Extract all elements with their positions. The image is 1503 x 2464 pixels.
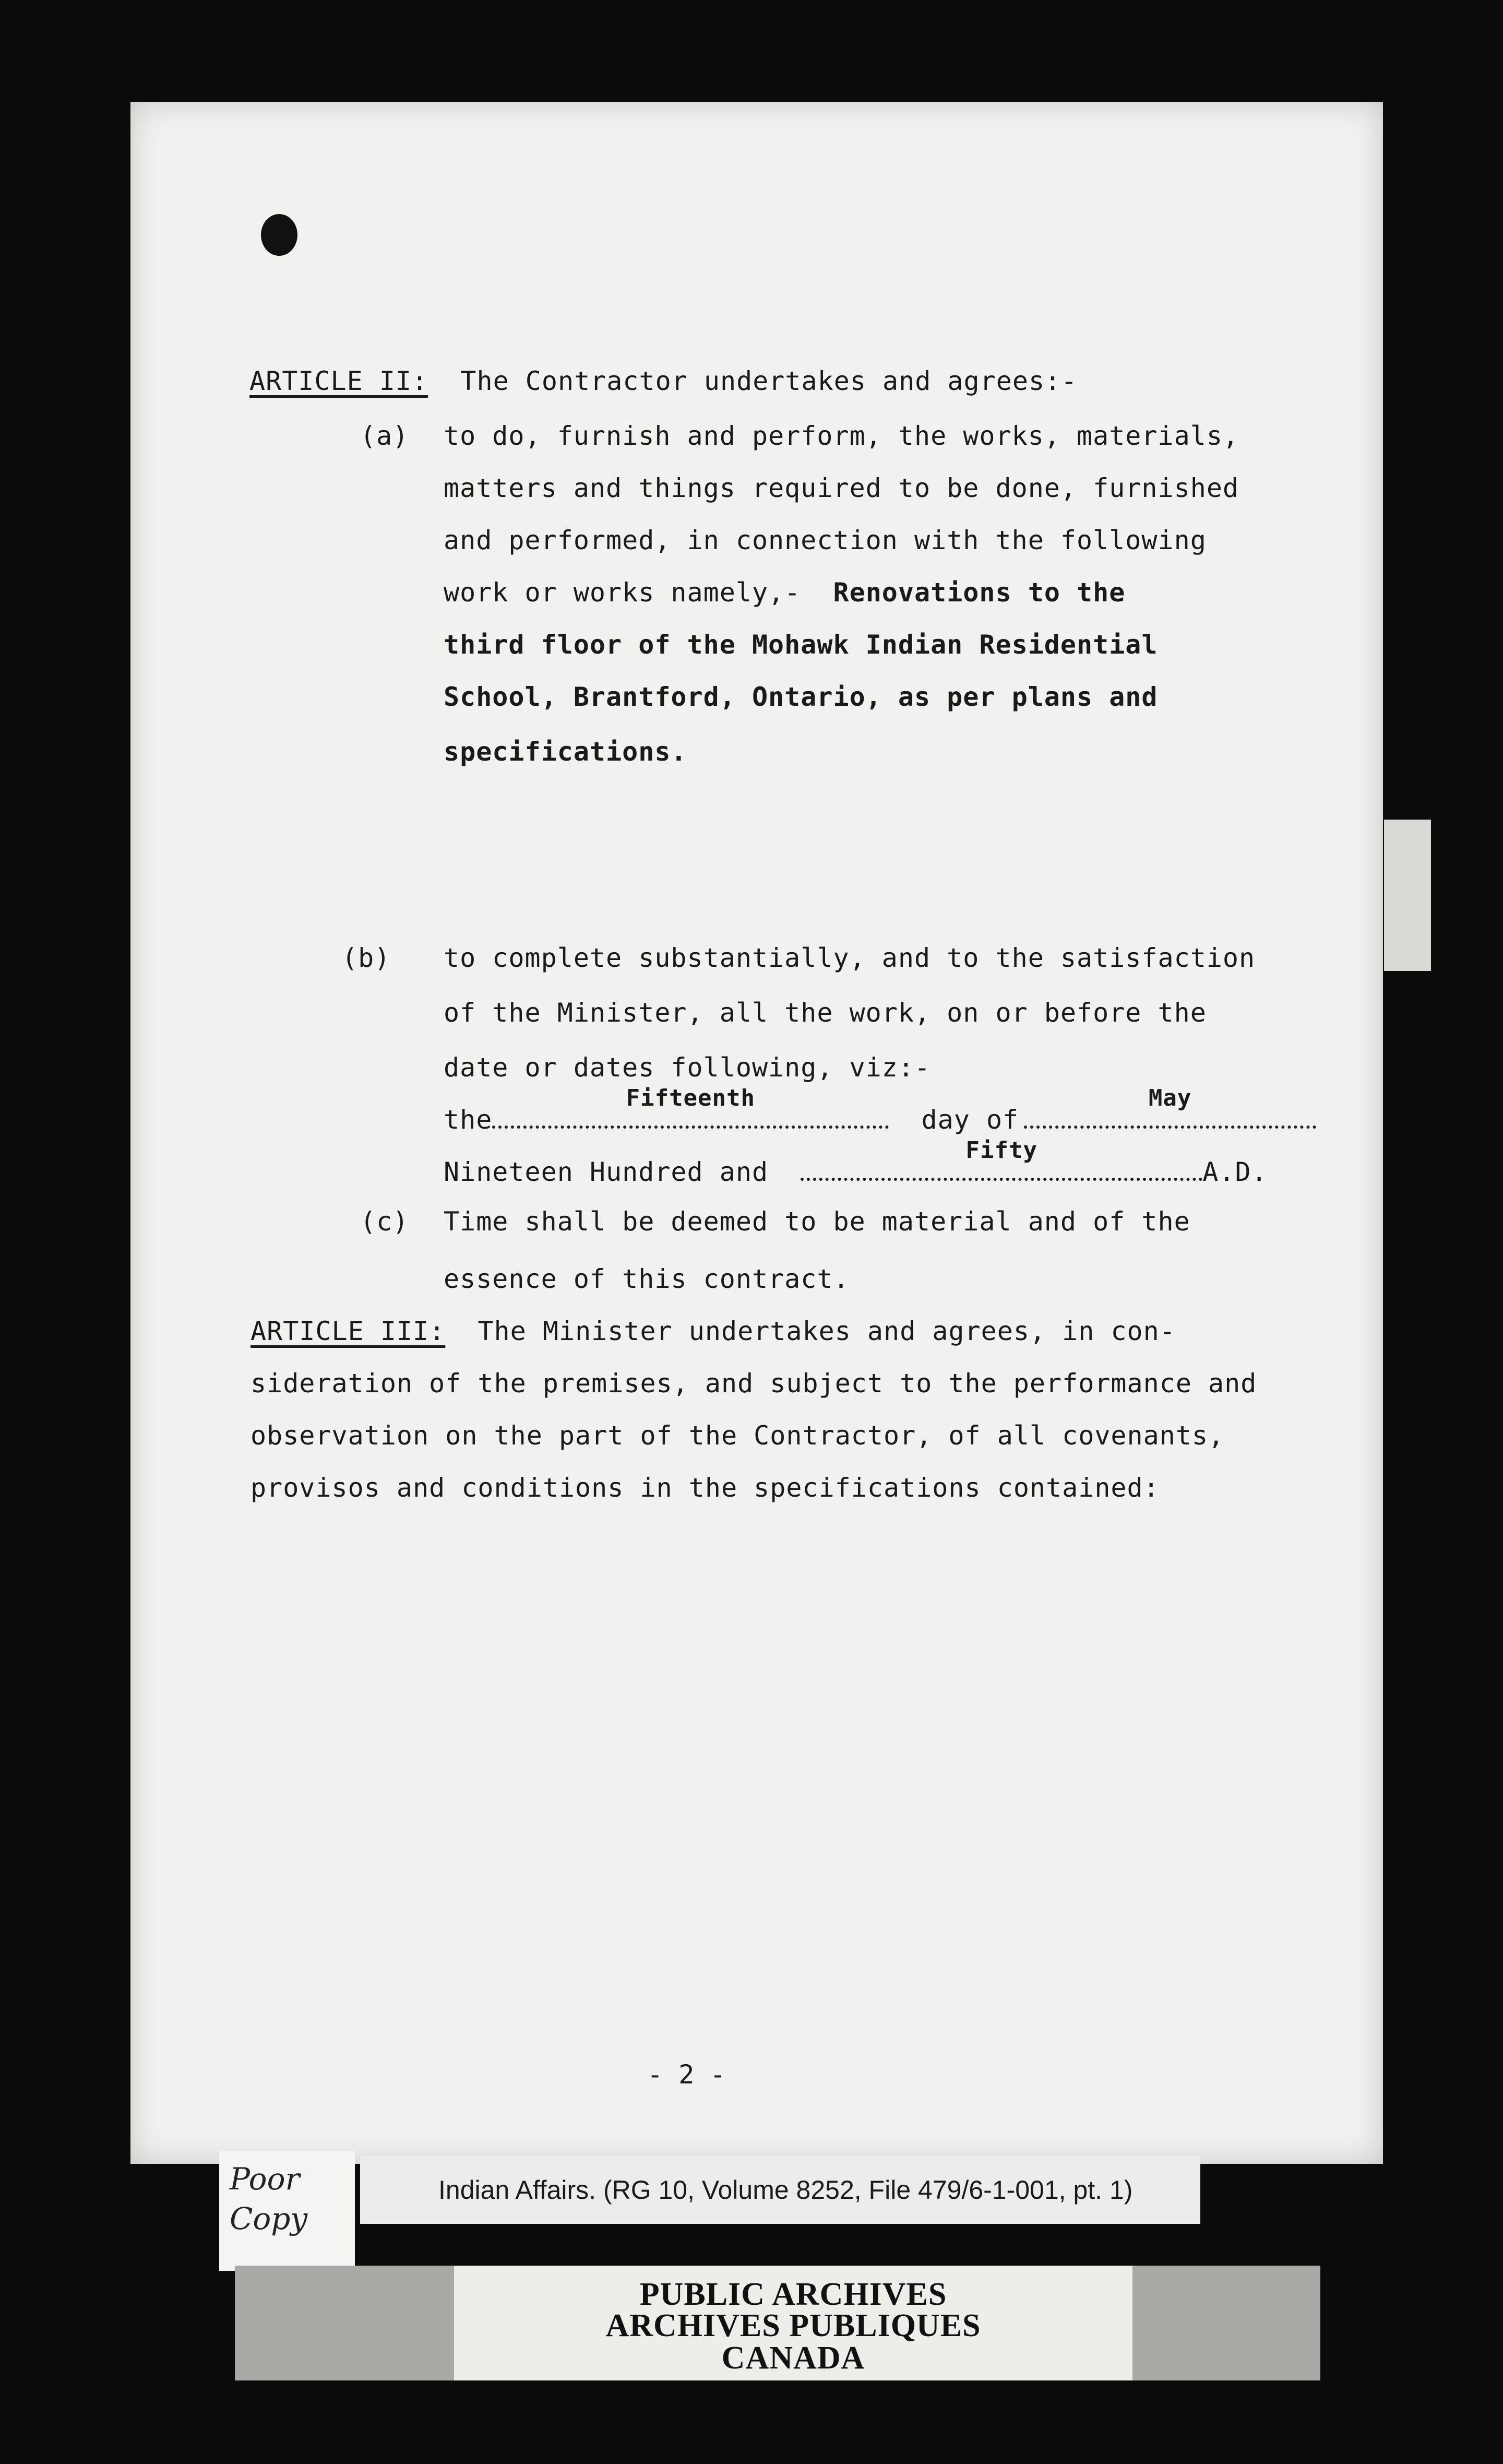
completion-year-line <box>444 1137 1268 1188</box>
clause-a-bold-line-2: School, Brantford, Ontario, as per plans and <box>444 682 1158 712</box>
clause-a-line-4 <box>444 577 1125 608</box>
clause-a-label: (a) <box>360 421 409 451</box>
archive-stamp <box>454 2266 1132 2380</box>
article-3-intro: The Minister undertakes and agrees, in con- <box>478 1316 1176 1346</box>
clause-a-bold-start: Renovations to the <box>833 577 1126 608</box>
clause-b-line-2: of the Minister, all the work, on or before the <box>444 998 1207 1028</box>
source-label: Indian Affairs. (RG 10, Volume 8252, File 479/6-1-001, pt. 1) <box>438 2175 1133 2205</box>
day-blank <box>492 1085 889 1129</box>
date-year-suffix: A.D. <box>1202 1157 1268 1187</box>
month-blank <box>1024 1085 1316 1129</box>
year-value: Fifty <box>965 1137 1037 1164</box>
date-the-label: the <box>444 1105 493 1135</box>
day-value: Fifteenth <box>626 1085 756 1111</box>
date-year-prefix: Nineteen Hundred and <box>444 1157 769 1187</box>
article-3-line-2: observation on the part of the Contractor, of all covenants, <box>250 1420 1225 1451</box>
paper-tab <box>1384 820 1431 971</box>
clause-a-line-3: and performed, in connection with the following <box>444 525 1207 555</box>
clause-a-bold-line-3: specifications. <box>444 737 687 767</box>
clause-b-label: (b) <box>342 943 391 973</box>
article-2-intro: The Contractor undertakes and agrees:- <box>460 366 1078 396</box>
clause-b-line-3: date or dates following, viz:- <box>444 1052 931 1083</box>
stamp-line-1: PUBLIC ARCHIVES <box>639 2277 947 2312</box>
article-3-heading: ARTICLE III: <box>250 1316 446 1346</box>
article-3-header-line <box>250 1316 1176 1347</box>
poor-copy-note <box>219 2151 355 2271</box>
clause-c-line-1: Time shall be deemed to be material and of the <box>444 1206 1190 1237</box>
date-day-of-label: day of <box>921 1105 1019 1135</box>
archive-stamp-strip <box>235 2266 1320 2380</box>
article-3-line-1: sideration of the premises, and subject to the performance and <box>250 1368 1257 1399</box>
month-value: May <box>1148 1085 1192 1111</box>
clause-a-line-4-text: work or works namely,- <box>444 577 801 608</box>
source-label-box <box>360 2156 1200 2224</box>
page-number: - 2 - <box>647 2059 726 2090</box>
poor-copy-line-1: Poor <box>230 2161 300 2197</box>
completion-date-line <box>444 1085 1316 1135</box>
stamp-line-2: ARCHIVES PUBLIQUES <box>605 2308 981 2343</box>
clause-a-bold-line-1: third floor of the Mohawk Indian Residential <box>444 630 1158 660</box>
poor-copy-line-2: Copy <box>230 2201 308 2236</box>
clause-c-line-2: essence of this contract. <box>444 1264 850 1294</box>
clause-b-line-1: to complete substantially, and to the satisfaction <box>444 943 1256 973</box>
article-2-heading: ARTICLE II: <box>249 366 428 396</box>
article-2-header-line <box>249 365 1077 397</box>
article-3-line-3: provisos and conditions in the specifications contained: <box>250 1473 1160 1503</box>
stamp-line-3: CANADA <box>721 2340 865 2376</box>
year-blank <box>801 1137 1202 1181</box>
punch-hole-mark <box>261 214 297 256</box>
clause-a-line-2: matters and things required to be done, furnished <box>444 473 1239 503</box>
clause-c-label: (c) <box>360 1206 409 1237</box>
clause-a-line-1: to do, furnish and perform, the works, materials, <box>444 421 1239 451</box>
